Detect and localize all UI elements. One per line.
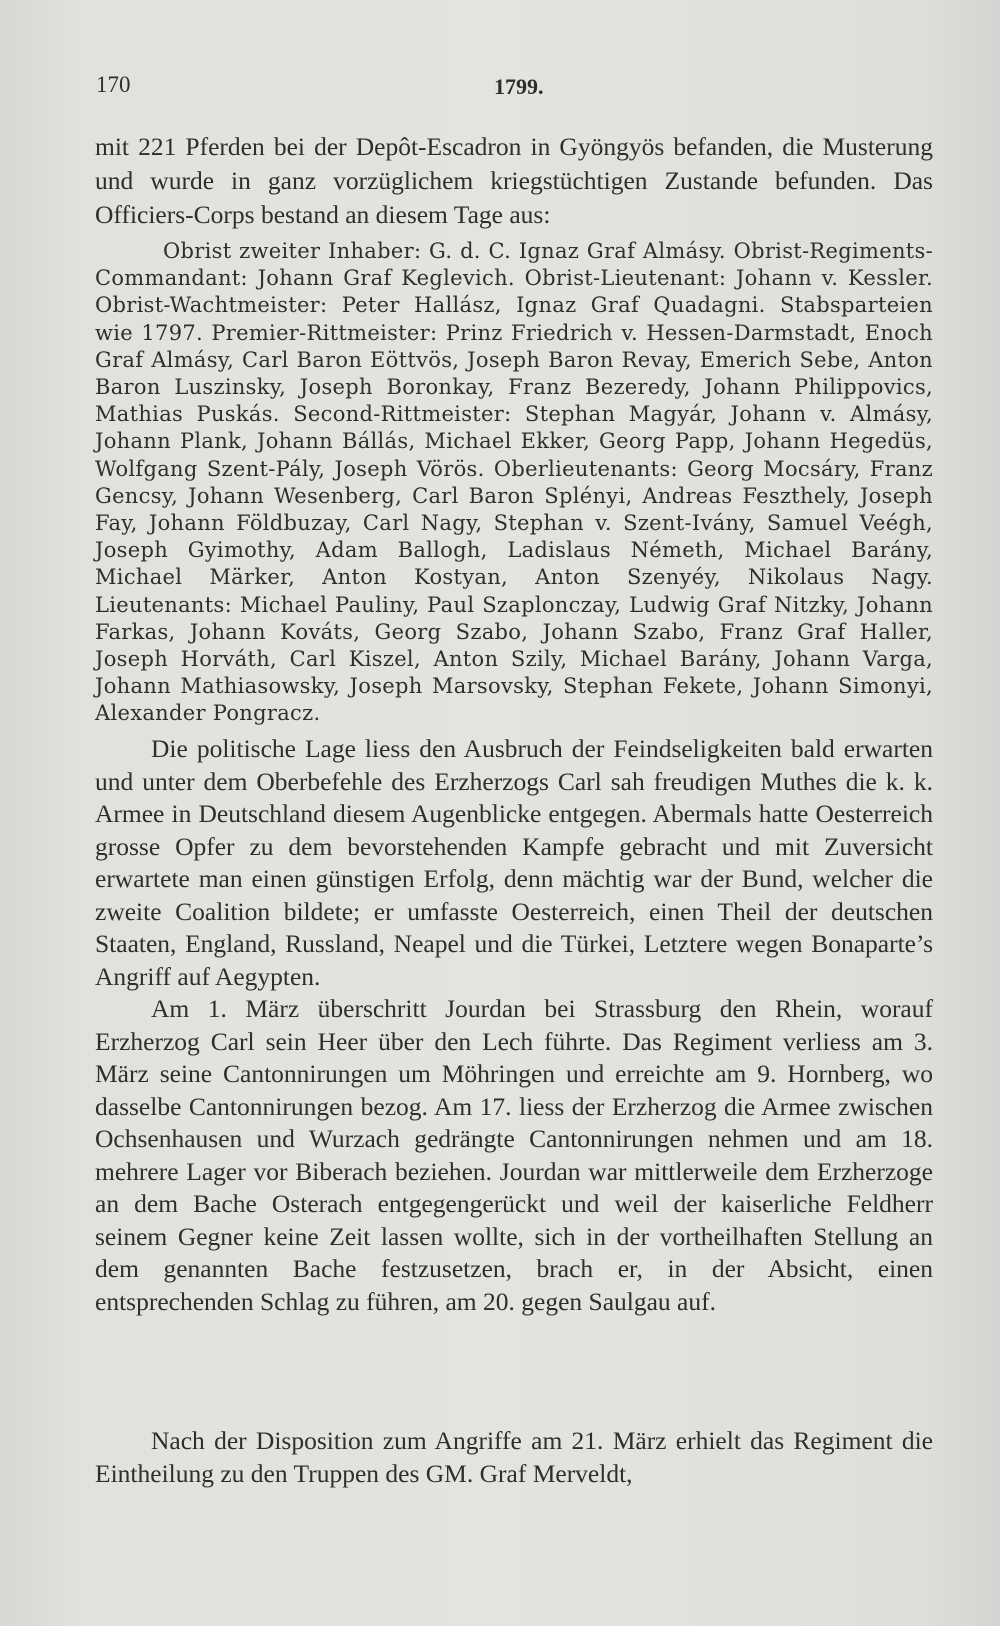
officer-list-block [95,238,933,728]
page-number: 170 [96,72,131,97]
paragraph-continuation: mit 221 Pferden bei der Depôt-Escadron in Gyöngyös befanden, die Musterung und wurde in ganz vorzüglichem kriegstüchtigen Zustande befunden. Das Officiers-Corps bestand an diesem Tage aus: [95,132,933,229]
paragraph-disposition: Nach der Disposition zum Angriffe am 21. März erhielt das Regiment die Eintheilung zu den Truppen des GM. Graf Merveldt, [95,1426,933,1488]
running-head-year: 1799. [494,74,544,99]
body-text-block [95,733,933,1318]
body-text-block [95,130,933,232]
officer-corps-list: Obrist zweiter Inhaber: G. d. C. Ignaz Graf Almásy. Obrist-Regiments-Commandant: Johann Graf Keglevich. Obrist-Lieutenant: Johann v. Kessler. Obrist-Wachtmeister: Peter Hallász, Ignaz Graf Quadagni. Stabsparteien wie 1797. Premier-Rittmeister: Prinz Friedrich v. Hessen-Darmstadt, Enoch Graf Almásy, Carl Baron Eöttvös, Joseph Baron Revay, Emerich Sebe, Anton Baron Luszinsky, Joseph Boronkay, Franz Bezeredy, Johann Philippovics, Mathias Puskás. Second-Rittmeister: Stephan Magyár, Johann v. Almásy, Johann Plank, Johann Bállás, Michael Ekker, Georg Papp, Johann Hegedüs, Wolfgang Szent-Pály, Joseph Vörös. Oberlieutenants: Georg Mocsáry, Franz Gencsy, Johann Wesenberg, Carl Baron Splényi, Andreas Feszthely, Joseph Fay, Johann Földbuzay, Carl Nagy, Stephan v. Szent-Ivány, Samuel Veégh, Joseph Gyimothy, Adam Ballogh, Ladislaus Németh, Michael Barány, Michael Märker, Anton Kostyan, Anton Szenyéy, Nikolaus Nagy. Lieutenants: Michael Pauliny, Paul Szaplonczay, Ludwig Graf Nitzky, Johann Farkas, Johann Kováts, Georg Szabo, Johann Szabo, Franz Graf Haller, Joseph Horváth, Carl Kiszel, Anton Szily, Michael Barány, Johann Varga, Johann Mathiasowsky, Joseph Marsovsky, Stephan Fekete, Johann Simonyi, Alexander Pongracz. [95,239,933,726]
paragraph-march-movements: Am 1. März überschritt Jourdan bei Strassburg den Rhein, worauf Erzherzog Carl sein Heer über den Lech führte. Das Regiment verliess am 3. März seine Cantonnirungen um Möhringen und erreichte am 9. Hornberg, wo dasselbe Cantonnirungen bezog. Am 17. liess der Erzherzog die Armee zwischen Ochsenhausen und Wurzach gedrängte Cantonnirungen nehmen und am 18. mehrere Lager vor Biberach beziehen. Jourdan war mittlerweile dem Erzherzoge an dem Bache Osterach entgegengerückt und weil der kaiserliche Feldherr seinem Gegner keine Zeit lassen wollte, sich in der vortheilhaften Stellung an dem genannten Bache festzusetzen, brach er, in der Absicht, einen entsprechenden Schlag zu führen, am 20. gegen Saulgau auf. [95,994,933,1316]
body-text-block [95,1425,933,1490]
paragraph-political-situation: Die politische Lage liess den Ausbruch der Feindseligkeiten bald erwarten und unter dem Oberbefehle des Erzherzogs Carl sah freudigen Muthes die k. k. Armee in Deutschland diesem Augenblicke entgegen. Abermals hatte Oesterreich grosse Opfer zu dem bevorstehenden Kampfe gebracht und mit Zuversicht erwartete man einen günstigen Erfolg, denn mächtig war der Bund, welcher die zweite Coalition bildete; er umfasste Oesterreich, einen Theil der deutschen Staaten, England, Russland, Neapel und die Türkei, Letztere wegen Bonaparte’s Angriff auf Aegypten. [95,734,933,991]
page-header [96,72,936,102]
